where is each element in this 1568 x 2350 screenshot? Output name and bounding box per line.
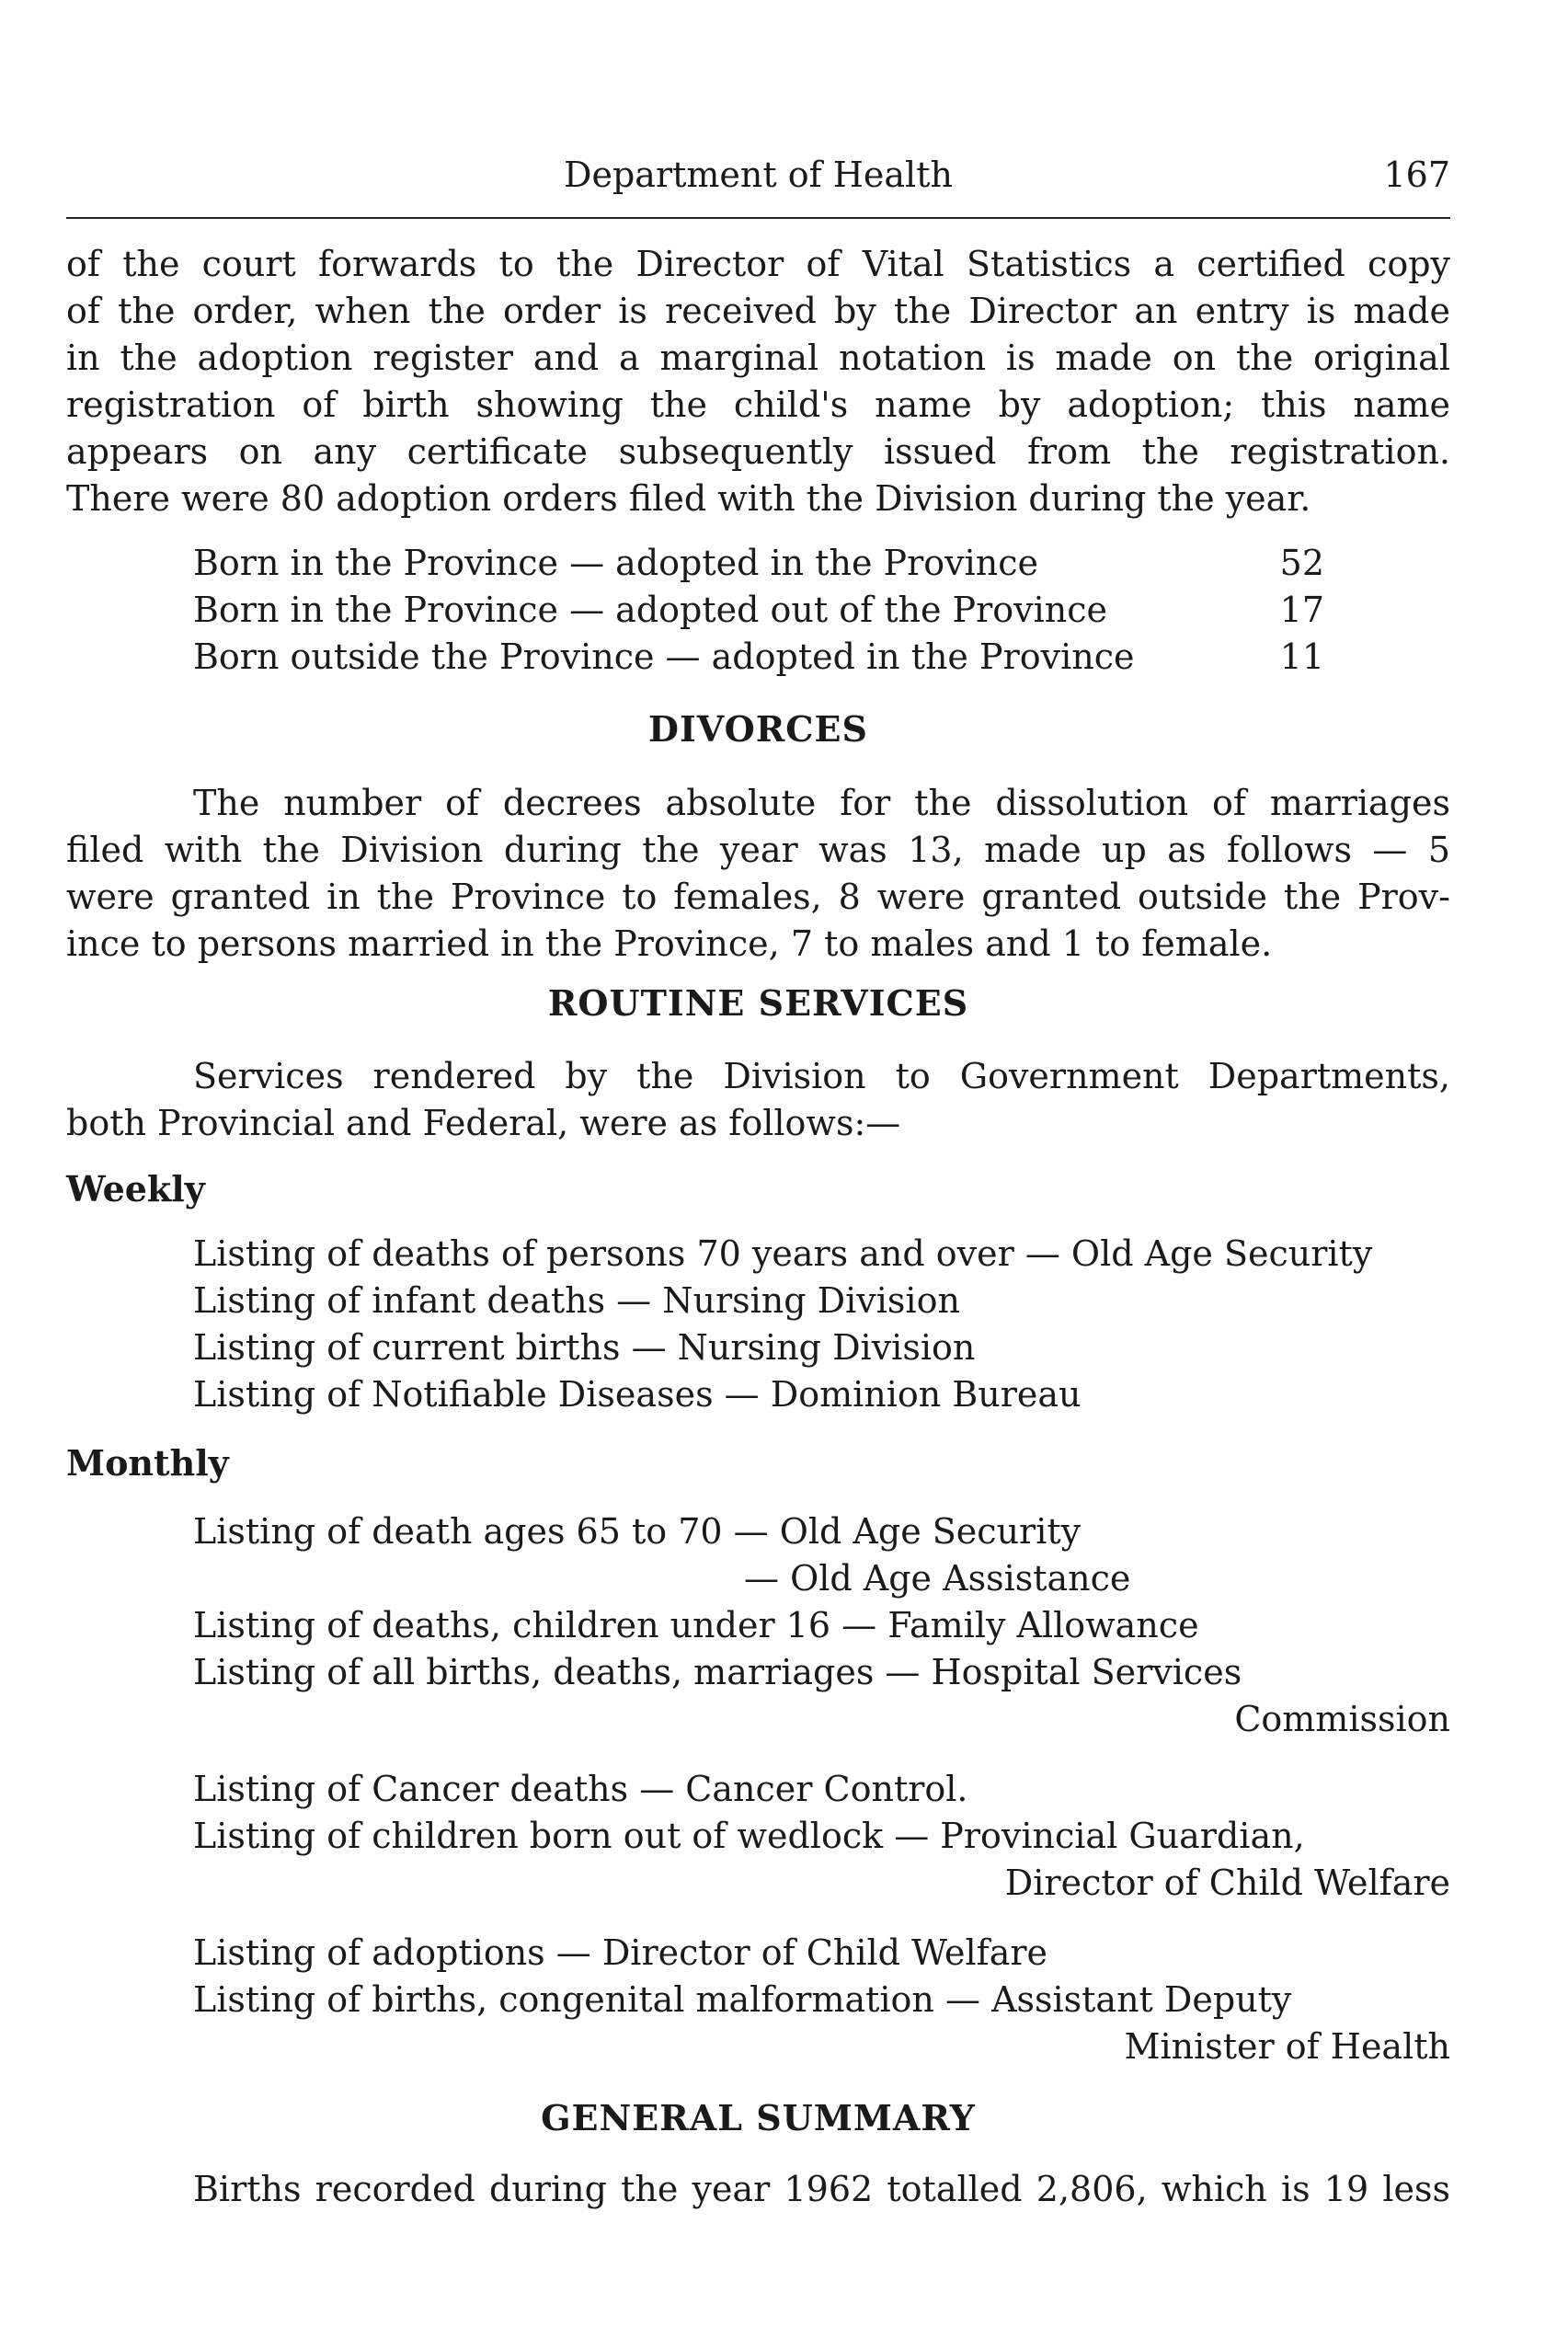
routine-services-paragraph xyxy=(66,1053,1450,1147)
text-line: appears on any certificate subsequently issued from the registration. xyxy=(66,431,1450,472)
adoption-label: Born in the Province — adopted out of the Province xyxy=(193,590,1108,630)
adoption-label: Born outside the Province — adopted in the Province xyxy=(193,636,1135,677)
header-rule xyxy=(66,217,1450,219)
text-line: in the adoption register and a marginal notation is made on the original xyxy=(66,338,1450,378)
adoption-paragraph xyxy=(66,241,1450,522)
text-line: There were 80 adoption orders filed with the Division during the year. xyxy=(66,478,1311,519)
list-item: Listing of Notifiable Diseases — Dominion Bureau xyxy=(193,1374,1082,1415)
adoption-label: Born in the Province — adopted in the Province xyxy=(193,543,1039,583)
list-item: Listing of births, congenital malformation — Assistant Deputy xyxy=(193,1979,1292,2020)
general-summary-paragraph xyxy=(66,2166,1450,2213)
list-item: — Old Age Assistance xyxy=(744,1558,1131,1599)
routine-services-heading: ROUTINE SERVICES xyxy=(547,982,969,1024)
list-gap xyxy=(193,1743,1450,1766)
list-gap xyxy=(193,1907,1450,1930)
adoption-count: 52 xyxy=(1279,543,1324,583)
page-number: 167 xyxy=(1383,155,1450,195)
adoption-row xyxy=(193,543,1324,590)
adoption-row xyxy=(193,590,1324,636)
adoption-count: 11 xyxy=(1279,636,1324,677)
monthly-subheading: Monthly xyxy=(66,1442,229,1484)
text-line: filed with the Division during the year was 13, made up as follows — 5 xyxy=(66,830,1450,870)
divorces-heading: DIVORCES xyxy=(648,708,868,750)
list-item: Listing of deaths of persons 70 years and over — Old Age Security xyxy=(193,1233,1373,1274)
list-item: Listing of death ages 65 to 70 — Old Age Security xyxy=(193,1511,1082,1552)
adoption-row xyxy=(193,636,1324,683)
list-item: Listing of infant deaths — Nursing Division xyxy=(193,1280,960,1321)
list-item: Listing of current births — Nursing Division xyxy=(193,1327,976,1368)
weekly-list xyxy=(193,1231,1450,1418)
list-item: Listing of all births, deaths, marriages — Hospital Services xyxy=(193,1652,1242,1692)
text-line: both Provincial and Federal, were as follows:— xyxy=(66,1103,901,1143)
header-title: Department of Health xyxy=(564,155,953,195)
list-item: Director of Child Welfare xyxy=(1004,1863,1450,1903)
list-item: Minister of Health xyxy=(1124,2026,1450,2067)
list-item: Listing of children born out of wedlock — Provincial Guardian, xyxy=(193,1816,1305,1856)
text-line: of the order, when the order is received by the Director an entry is made xyxy=(66,291,1450,331)
divorces-paragraph xyxy=(66,780,1450,968)
running-header xyxy=(66,155,1450,206)
text-line: were granted in the Province to females, 8 were granted outside the Prov- xyxy=(66,877,1450,917)
weekly-subheading: Weekly xyxy=(66,1168,205,1209)
text-line: ince to persons married in the Province, 7 to males and 1 to female. xyxy=(66,923,1273,964)
general-summary-heading: GENERAL SUMMARY xyxy=(541,2097,976,2138)
list-item: Commission xyxy=(1234,1699,1450,1739)
list-item: Listing of Cancer deaths — Cancer Control. xyxy=(193,1769,968,1809)
list-item: Listing of deaths, children under 16 — Family Allowance xyxy=(193,1605,1199,1645)
text-line: Births recorded during the year 1962 totalled 2,806, which is 19 less xyxy=(193,2169,1450,2209)
text-line: registration of birth showing the child's name by adoption; this name xyxy=(66,384,1450,425)
adoption-count: 17 xyxy=(1279,590,1324,630)
monthly-list xyxy=(193,1508,1450,2070)
list-item: Listing of adoptions — Director of Child Welfare xyxy=(193,1932,1048,1973)
text-line: The number of decrees absolute for the dissolution of marriages xyxy=(193,783,1450,823)
text-line: of the court forwards to the Director of Vital Statistics a certified copy xyxy=(66,244,1450,284)
text-line: Services rendered by the Division to Government Departments, xyxy=(193,1056,1450,1096)
